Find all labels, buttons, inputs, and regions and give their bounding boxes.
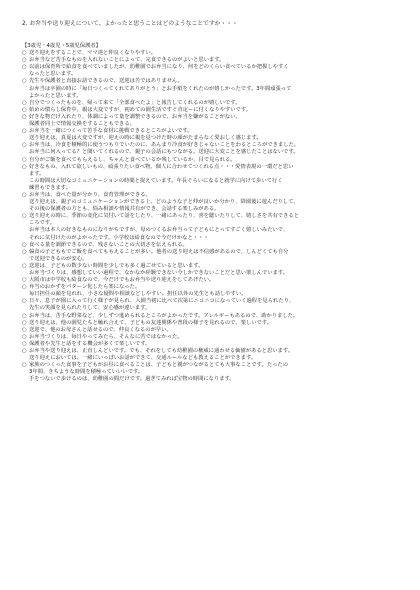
bullet-marker: ○: [22, 362, 27, 369]
list-item: [22, 157, 400, 164]
response-list: [22, 50, 400, 383]
list-item: [22, 320, 400, 327]
response-text: 送り迎えは、他の園児たちと触れ合えて、子どもの友達関係や普段の様子を見れるので、楽しいです。: [29, 319, 273, 326]
response-text: 好きなもの、入れて欲しいもの、頑張りたい食べ物、個人に合わせてつくれる点・・・愛情表現の一環だと思い ます。 この時間は大切なコミュニケーションの時間と捉えています。年長ぐらいになると就学に向けて歩いて行く 練習もできます。: [29, 163, 294, 191]
response-text: 自分でつくったものを、帰って来て「全部食べたよ」と報告してくれるのが嬉しいです。: [29, 99, 241, 106]
bullet-marker: ○: [22, 78, 27, 85]
bullet-marker: ○: [22, 213, 27, 220]
list-item: [22, 298, 400, 312]
response-text: 先生や保護者と直接お話できるので、送迎は苦ではありません。 お弁当は卒園の時に「毎日つくってくれてありがとう」とお手紙をくれたのが嬉しかったです。3年間頑張って よかったと思います。: [29, 78, 292, 99]
list-item: [22, 362, 400, 383]
response-text: お弁当を一緒につくって苦手な食材に挑戦できるところがよいです。 送り迎えは、真夏は大変ですが、迎えの時に親を見つけた時の顔がたまらなく愛おしく感じます。: [29, 128, 262, 142]
response-text: お弁当は、苦手な野菜など、少しずつ進められるところがよかったです。アレルギーもあるので、助かりました。: [29, 312, 299, 319]
response-text: お弁当づくりは、毎日やってみたら、そんなに苦ではなかった。: [29, 333, 183, 340]
response-text: 以前は保育所で給食を食べていましたが、幼稚園でお弁当になり、何をどのくらい食べているか把握しやすく なったと思います。: [29, 64, 289, 78]
list-item: [22, 100, 400, 107]
list-item: [22, 242, 400, 249]
question-heading: 2. お弁当や送り迎えについて、よかったと思うことはどのようなことですか・・・: [22, 21, 238, 27]
list-item: [22, 192, 400, 213]
bullet-marker: ○: [22, 191, 27, 198]
bullet-marker: ○: [22, 128, 27, 135]
bullet-marker: ○: [22, 241, 27, 248]
list-item: [22, 107, 400, 114]
response-text: 始めの慣らし保育中、親は大変ですが、初めての園生活ですぐ肯定ーに付くなりやすいです。: [29, 106, 252, 113]
bullet-marker: ○: [22, 113, 27, 120]
response-text: 食べる量を調節できるので、残さないことの大切さを伝えられる。: [29, 241, 188, 248]
bullet-marker: ○: [22, 348, 27, 355]
bullet-marker: ○: [22, 340, 27, 347]
bullet-marker: ○: [22, 163, 27, 170]
response-text: 送迎は、子どもの数少ない時間を少しでも多く過ごせていると思います。 お弁当づくりは、感想していい過程で、なかなか経験できない今しかできないことだと思い楽しんでいます。: [29, 262, 289, 276]
response-text: 自分がご飯を食べてもらえるし、ちゃんと食べているか残しているか、目で見られる。: [29, 156, 236, 163]
response-text: 弁当のおかずをパターン化したら楽になった。 毎日担任の顔を見れれ、小さな疑問や相談などしやすい。担任以外の先生とも話しやすい。: [29, 284, 247, 298]
response-text: 日々、息子が園に入って行く様子が見られ、入園当初に比べて次第にニコニコになっていく過程を見られたり、 先生の笑顔を見られたりして、安心感が違います。: [29, 298, 295, 312]
list-item: [22, 263, 400, 277]
bullet-marker: ○: [22, 277, 27, 284]
response-text: 保護者や先生と話をする機会が多くて楽しいです。: [29, 340, 151, 347]
list-item: [22, 78, 400, 99]
list-item: [22, 128, 400, 142]
list-item: [22, 348, 400, 362]
response-text: 家族のつくった食事を子どもがお昼に食べることは、子どもと親がつながるとても大事なことです。たったの 3年間、きちような時間を積極っていいいです。 手をつないで歩けるのは、幼稚園の間だけです。過ぎてみれば宝物の時間になります。: [29, 362, 289, 383]
list-item: [22, 327, 400, 334]
bullet-marker: ○: [22, 57, 27, 64]
list-item: [22, 164, 400, 192]
list-item: [22, 284, 400, 298]
bullet-marker: ○: [22, 319, 27, 326]
response-text: 好きな物だけ入れたり、体調によって量を調整できるので、お弁当を嫌がることがない。 保護者同士で情報交換をすることもできる。: [29, 113, 241, 128]
bullet-marker: ○: [22, 142, 27, 149]
response-text: お弁当は、冷食を積極的に使うつもりでいたのに、あんまり冷食が好きじゃないことをわるところができました。 お弁当に何入ってる？と聞いてくれるので、親子の会話にもつながる。送迎に大変ことを感じたことはないです。: [29, 142, 300, 156]
response-text: お弁当は、食べた量が分かり、食育管理ができる。 送り迎えは、親子のコミュニケーションができる上、どのような子と仲が良いか分かり、降園後に遊んだりして、 その後の保護者の方とも、悩み相談や情報共有ができ、会話する楽しみがある。: [29, 191, 299, 213]
bullet-marker: ○: [22, 262, 27, 269]
response-text: 送り迎えをすることで、ママ達と仲良くなりやすい。: [29, 50, 157, 57]
section-heading: 【3歳児・4歳児・5歳児保護者】: [22, 43, 101, 49]
response-text: 大阪市は中学校も給食なので、今だけでもお弁当や送り迎えをしてあげたい。: [29, 277, 215, 284]
bullet-marker: ○: [22, 248, 27, 255]
bullet-marker: ○: [22, 312, 27, 319]
list-item: [22, 249, 400, 263]
response-text: お弁当や送り迎えは、正直しんどいです。でも、それをしても幼稚園の権威に通わせる価値があると思います。 送り迎えにおいては、一緒にいっぱいお話ができて、交通ルールなども教えることができます。: [29, 348, 293, 362]
bullet-marker: ○: [22, 298, 27, 305]
bullet-marker: ○: [22, 50, 27, 57]
response-text: お弁当など苦手なものを入れないことによって、完食できるのがよいと思います。: [29, 57, 225, 64]
list-item: [22, 313, 400, 320]
response-text: 送迎で、他のお母さんと話せるので、仲良くなるのが早い。: [29, 326, 172, 333]
list-item: [22, 341, 400, 348]
list-item: [22, 334, 400, 341]
list-item: [22, 64, 400, 78]
list-item: [22, 114, 400, 128]
response-text: 送り迎えの時に、季節の変化に気付いて話をしたり、一緒にあったり、喜を聴いたりして、嬉しさを共有できると ころです。 お弁当は本人の好きなものになりがちですが、母のつくるお弁当って子どもにとってすごく嬉しいみたいで、 それに気付けたのがよかったです。小学校は給食なので今だけかなと・・・: [29, 213, 299, 241]
response-text: 偏食の子どももでご飯を食べてももえることが多い。他者の送り迎えは不信感があるので、しんどくても自分 で送迎できるのが安心。: [29, 248, 289, 262]
bullet-marker: ○: [22, 99, 27, 106]
bullet-marker: ○: [22, 333, 27, 340]
bullet-marker: ○: [22, 64, 27, 71]
list-item: [22, 142, 400, 156]
bullet-marker: ○: [22, 156, 27, 163]
bullet-marker: ○: [22, 326, 27, 333]
bullet-marker: ○: [22, 284, 27, 291]
list-item: [22, 213, 400, 241]
bullet-marker: ○: [22, 106, 27, 113]
